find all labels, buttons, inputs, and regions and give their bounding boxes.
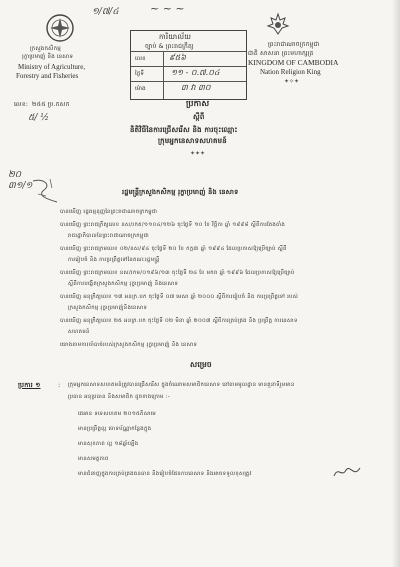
- article-text-line-2: ប្រធាន អនុប្រធាន និងសមាជិក ដូចខាងក្រោម :-: [68, 394, 170, 400]
- consideration-2: បានឃើញ ព្រះរាជក្រឹត្យលេខ នស/រកត/១១០៤/១២៦ ចុះថ្ងៃទី ១០ ខែ វិច្ឆិកា ឆ្នាំ ១៩៩៨ ស្តីពីការតែងតាំង: [60, 222, 286, 228]
- document-subject-line-1: និតិវិធីនៃការជ្រើសរើស និង ការចុះឈ្មោះ: [130, 126, 238, 134]
- document-type: ប្រកាស: [186, 99, 210, 108]
- document-about: ស្តីពី: [193, 113, 205, 121]
- consideration-3-cont: ការរៀបចំ និង ការប្រព្រឹត្តទៅនៃគណៈរដ្ឋមន្ត្រី: [68, 257, 160, 263]
- stamp-time-value: ៣ វា ៣០: [181, 83, 211, 92]
- stamp-column-divider: [131, 51, 164, 99]
- article-item-5: មានជំនាញក្នុងការគ្រប់គ្រងធនធាន និងរៀបចំផែនការនេសាទ និងអាចទទួលខុសត្រូវ: [78, 471, 252, 477]
- consideration-6-cont: សហគមន៍: [68, 329, 90, 335]
- consideration-6: បានឃើញ អនុក្រឹត្យលេខ ២៥ អនក្រ.បក ចុះថ្ងៃទី ០២ មិនា ឆ្នាំ ២០០៧ ស្តីពីការគ្រប់គ្រង និង ប្រព្រឹត្ត ការនេសាទ: [60, 318, 298, 324]
- margin-scribble-icon: [30, 176, 60, 206]
- ministry-name-en-1: Ministry of Agriculture,: [18, 63, 86, 71]
- consideration-2-cont: រាជរដ្ឋាភិបាលនៃព្រះរាជាណាចក្រកម្ពុជា: [68, 233, 149, 239]
- article-item-1: ជេអាន ទទេសហគម ២០១៥ភិសាមេ: [78, 411, 157, 417]
- initial-signature-icon: [332, 464, 362, 480]
- reference-label: លេខ:: [14, 101, 29, 108]
- kingdom-motto-kh: ជាតិ សាសនា ព្រះមហាក្សត្រ: [248, 50, 314, 57]
- stamp-date-label: ថ្ងៃទី: [135, 71, 145, 77]
- consideration-4: បានឃើញ ព្រះរាជក្រមលេខ នស/រកម/០១៩៦/១៣ ចុះថ្ងៃទី ២៤ ខែ មករា ឆ្នាំ ១៩៩៦ ដែលប្រកាសឱ្យប្រើច្បាប់: [60, 270, 295, 276]
- reference-number: ២៥៥ ប្រ.កសក: [32, 101, 70, 108]
- kingdom-name-en: KINGDOM OF CAMBODIA: [248, 58, 339, 67]
- handwritten-reference: ៥/ ½: [28, 113, 49, 123]
- kingdom-name-kh: ព្រះរាជាណាចក្រកម្ពុជា: [268, 41, 320, 48]
- scan-edge-shadow: [392, 0, 400, 567]
- ministry-name-en-2: Forestry and Fisheries: [16, 72, 79, 80]
- article-item-4: មានសមត្ថភាព: [78, 456, 109, 462]
- header-divider-ornament: ✦✧✦: [284, 78, 300, 85]
- kingdom-motto-en: Nation Religion King: [260, 68, 321, 76]
- consideration-1: បានឃើញ រដ្ឋធម្មនុញ្ញនៃព្រះរាជាណាចក្រកម្ពុជា: [60, 209, 158, 215]
- article-item-2: មានប្រព្រឹត្តល្អ ចោទប័ណ្ណាកន្លែងក្នុង: [78, 426, 152, 432]
- title-ornament: ✦✦✦: [190, 150, 206, 157]
- stamp-title: ការិយាល័យ: [159, 33, 192, 41]
- ministry-name-kh: ក្រសួងកសិកម្ម: [30, 46, 61, 52]
- royal-crest-icon: [265, 12, 291, 36]
- stamp-time-label: ម៉ោង: [135, 86, 146, 92]
- ministry-name-kh-2: រុក្ខាប្រមាញ់ និង នេសាទ: [22, 54, 74, 60]
- stamp-number-value: ៩៥៦: [169, 53, 186, 62]
- handwritten-scribble: ~ ~ ~: [150, 2, 185, 15]
- consideration-3: បានឃើញ ព្រះរាជក្រមលេខ ០២/នស/៩៤ ចុះថ្ងៃទី ២០ ខែ កក្កដា ឆ្នាំ ១៩៩៤ ដែលប្រកាសឱ្យប្រើច្បាប់ ស្តីពី: [60, 246, 287, 252]
- consideration-7: យោងតាមការចាំបាច់របស់ក្រសួងកសិកម្ម រុក្ខាប្រមាញ់ និង នេសាទ: [60, 342, 198, 348]
- article-label: ប្រការ ១: [18, 381, 41, 389]
- handwritten-margin-note: ២០ ៣១/១: [8, 170, 33, 191]
- stamp-subtitle: ច្បាប់ & ព្រះរាជក្រឹត្យ: [145, 43, 194, 50]
- document-subject-line-2: ក្រុមអ្នកនេសាទសហគមន៍: [158, 137, 227, 145]
- consideration-4-cont: ស្តីពីការបង្កើតក្រសួងកសិកម្ម រុក្ខាប្រមាញ់ និងនេសាទ: [68, 281, 179, 287]
- decision-heading: សម្រេច: [190, 360, 212, 369]
- received-stamp: [130, 30, 247, 100]
- stamp-number-label: លេខ: [135, 56, 146, 62]
- consideration-5: បានឃើញ អនុក្រឹត្យលេខ ១៧ អនក្រ.បក ចុះថ្ងៃទី ០៧ មេសា ឆ្នាំ ២០០០ ស្តីពីការរៀបចំ និង ការប្រព្រឹត្តទៅ របស់: [60, 294, 299, 300]
- article-text-line-1: ក្រុមអ្នកនេសាទសហគមន៍ត្រូវបានជ្រើសរើស ក្នុងចំណោមសមាជិកនេសាទ នៅតាមមូលដ្ឋាន មានតួនាទីរួមមាន: [68, 382, 295, 388]
- stamp-date-value: ១១ - ០.៧.០៤: [171, 68, 220, 77]
- handwritten-note-top: ១/៧/៤: [92, 7, 119, 17]
- article-colon: :: [58, 381, 61, 389]
- issuing-authority: រដ្ឋមន្ត្រីក្រសួងកសិកម្ម រុក្ខាប្រមាញ់ និង នេសាទ: [122, 188, 239, 196]
- consideration-5-cont: ក្រសួងកសិកម្ម រុក្ខាប្រមាញ់និងនេសាទ: [68, 305, 148, 311]
- ministry-seal-icon: [44, 12, 76, 44]
- article-item-3: មានសុខភាព ល្អ ១៨ឆ្នាំឡើង: [78, 441, 139, 447]
